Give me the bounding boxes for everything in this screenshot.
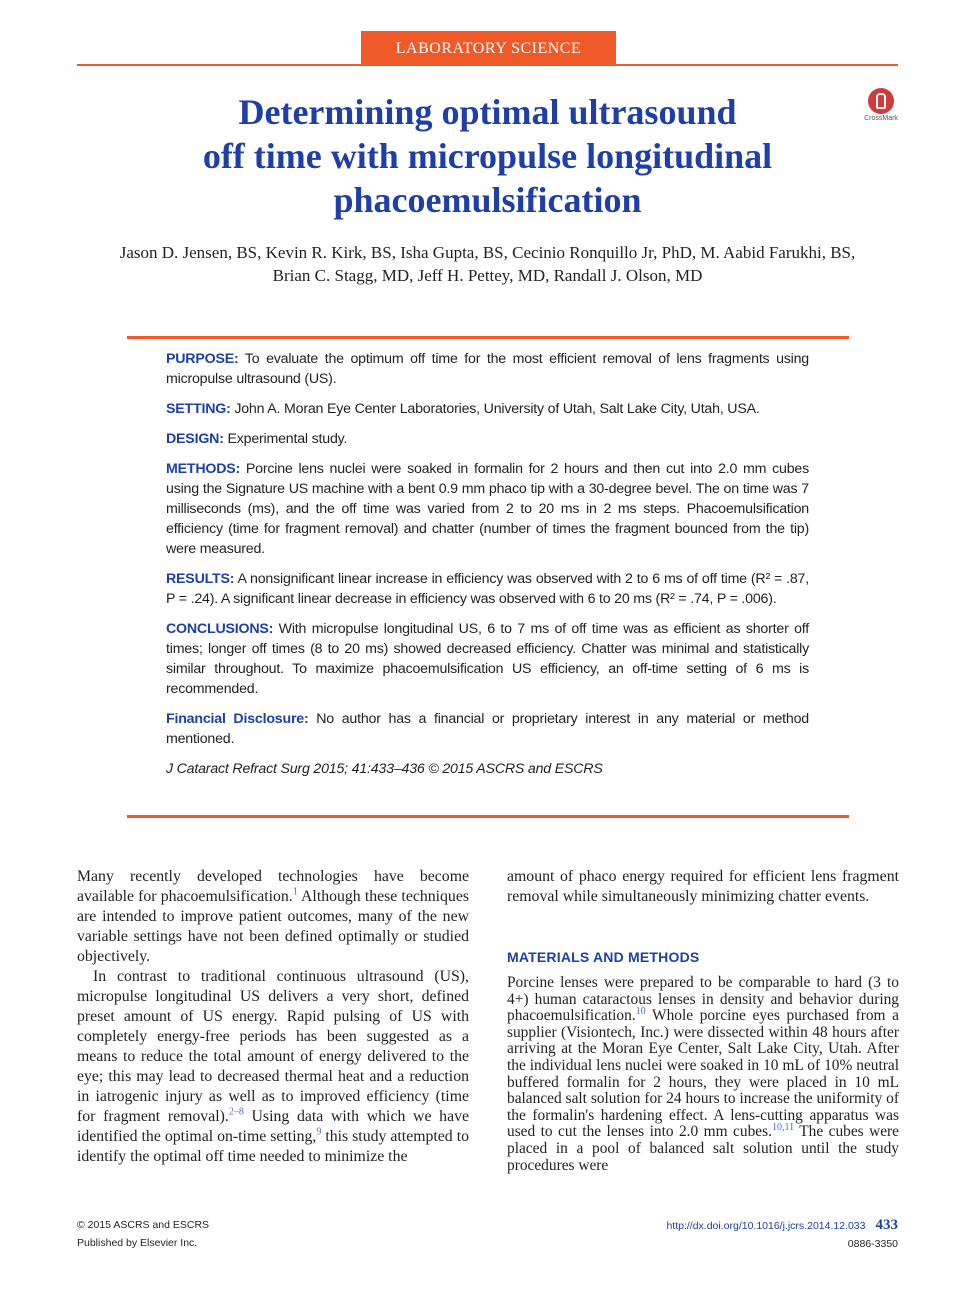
copyright: © 2015 ASCRS and ESCRS: [77, 1219, 210, 1231]
abstract: [166, 349, 809, 789]
section-tag: LABORATORY SCIENCE: [361, 31, 616, 65]
abstract-text: Experimental study.: [223, 431, 348, 447]
abstract-label: METHODS:: [166, 461, 241, 477]
body-column-left: [77, 867, 469, 1167]
reference-link[interactable]: 10: [635, 1006, 646, 1018]
body-paragraph: [507, 975, 899, 1174]
footer-left: [77, 1216, 209, 1252]
abstract-text: To evaluate the optimum off time for the most efficient removal of lens fragments using micropulse ultrasound (US).: [166, 351, 809, 387]
section-heading: MATERIALS AND METHODS: [507, 949, 700, 965]
abstract-results: [166, 569, 809, 609]
abstract-label: PURPOSE:: [166, 351, 239, 367]
abstract-label: SETTING:: [166, 401, 231, 417]
abstract-disclosure: [166, 709, 809, 749]
reference-link[interactable]: 10,11: [771, 1122, 795, 1134]
body-text: Porcine lenses were prepared to be comparable to hard (3 to 4+) human cataractous lenses in density and behavior during phacoemulsification.: [507, 974, 899, 1025]
abstract-bottom-rule: [127, 815, 849, 818]
author-list: [60, 241, 915, 287]
body-text: The cubes were placed in a pool of balanced salt solution until the study procedures were: [507, 1123, 899, 1174]
abstract-methods: [166, 459, 809, 559]
authors-line: Jason D. Jensen, BS, Kevin R. Kirk, BS, Isha Gupta, BS, Cecinio Ronquillo Jr, PhD, M. Aabid Farukhi, BS,: [119, 243, 856, 262]
abstract-setting: [166, 399, 809, 419]
doi-link[interactable]: http://dx.doi.org/10.1016/j.jcrs.2014.12.033: [666, 1220, 866, 1232]
abstract-label: CONCLUSIONS:: [166, 621, 274, 637]
abstract-label: DESIGN:: [166, 431, 224, 447]
crossmark-icon[interactable]: [862, 88, 900, 128]
reference-link[interactable]: 2–8: [228, 1106, 244, 1118]
body-text: Whole porcine eyes purchased from a supplier (Visiontech, Inc.) were dissected within 48 hours after arriving at the Moran Eye Center, Salt Lake City, Utah. After the individual lens nuclei were soaked in 10 mL of 10% neutral buffered formalin for 2 hours, they were placed in 10 mL balanced salt solution for 24 hours to increase the uniformity of the formalin's hardening effect. A lens-cutting apparatus was used to cut the lenses into 2.0 mm cubes.: [507, 1007, 899, 1141]
authors-line: Brian C. Stagg, MD, Jeff H. Pettey, MD, Randall J. Olson, MD: [272, 266, 703, 285]
title-line: off time with micropulse longitudinal: [202, 136, 773, 176]
body-paragraph: [77, 867, 469, 967]
body-text: this study attempted to identify the optimal off time needed to minimize the: [77, 1128, 469, 1165]
body-text: Using data with which we have identified the optimal on-time setting,: [77, 1108, 469, 1145]
journal-citation: J Cataract Refract Surg 2015; 41:433–436 © 2015 ASCRS and ESCRS: [166, 761, 603, 777]
abstract-text: John A. Moran Eye Center Laboratories, University of Utah, Salt Lake City, Utah, USA.: [230, 401, 760, 417]
reference-link[interactable]: 1: [292, 886, 298, 898]
crossmark-badge: [868, 88, 894, 114]
body-text: Many recently developed technologies have become available for phacoemulsification.: [77, 868, 469, 905]
top-rule: [77, 64, 898, 66]
crossmark-label: CrossMark: [864, 115, 898, 122]
body-paragraph: [77, 967, 469, 1167]
body-text: In contrast to traditional continuous ultrasound (US), micropulse longitudinal US delivers a very short, defined preset amount of US energy. Rapid pulsing of US with completely energy-free periods has been suggested as a means to reduce the total amount of energy delivered to the eye; this may lead to decreased thermal heat and a reduction in iatrogenic injury as well as to improved efficiency (time for fragment removal).: [77, 968, 469, 1125]
body-paragraph: amount of phaco energy required for efficient lens fragment removal while simultaneously minimizing chatter events.: [507, 868, 899, 905]
abstract-text: A nonsignificant linear increase in efficiency was observed with 2 to 6 ms of off time (R² = .87, P = .24). A significant linear decrease in efficiency was observed with 6 to 20 ms (R² = .74, P = .006).: [166, 571, 809, 607]
footer-right: [600, 1216, 898, 1253]
abstract-text: No author has a financial or proprietary interest in any material or method mentioned.: [166, 711, 809, 747]
abstract-text: Porcine lens nuclei were soaked in formalin for 2 hours and then cut into 2.0 mm cubes using the Signature US machine with a bent 0.9 mm phaco tip with a 30-degree bevel. The on time was 7 milliseconds (ms), and the off time was varied from 2 to 20 ms in 2 ms steps. Phacoemulsification efficiency (time for fragment removal) and chatter (number of times the fragment bounced from the tip) were measured.: [166, 461, 809, 557]
article-title: [140, 90, 835, 222]
body-text: Although these techniques are intended to improve patient outcomes, many of the new variable settings have not been defined optimally or studied objectively.: [77, 888, 469, 965]
abstract-purpose: [166, 349, 809, 389]
body-column-right: [507, 867, 899, 1174]
publisher: Published by Elsevier Inc.: [77, 1237, 198, 1249]
abstract-label: RESULTS:: [166, 571, 235, 587]
page-number: 433: [875, 1217, 898, 1233]
reference-link[interactable]: 9: [316, 1126, 322, 1138]
title-line: Determining optimal ultrasound: [238, 92, 737, 132]
abstract-design: [166, 429, 809, 449]
title-line: phacoemulsification: [333, 180, 642, 220]
abstract-text: With micropulse longitudinal US, 6 to 7 ms of off time was as efficient as shorter off times; longer off times (8 to 20 ms) showed decreased efficiency. Chatter was minimal and statistically similar throughout. To maximize phacoemulsification US efficiency, an off-time setting of 6 ms is recommended.: [166, 621, 809, 697]
abstract-conclusions: [166, 619, 809, 699]
issn: 0886-3350: [847, 1238, 898, 1250]
abstract-label: Financial Disclosure:: [166, 711, 309, 727]
abstract-top-rule: [127, 336, 849, 339]
